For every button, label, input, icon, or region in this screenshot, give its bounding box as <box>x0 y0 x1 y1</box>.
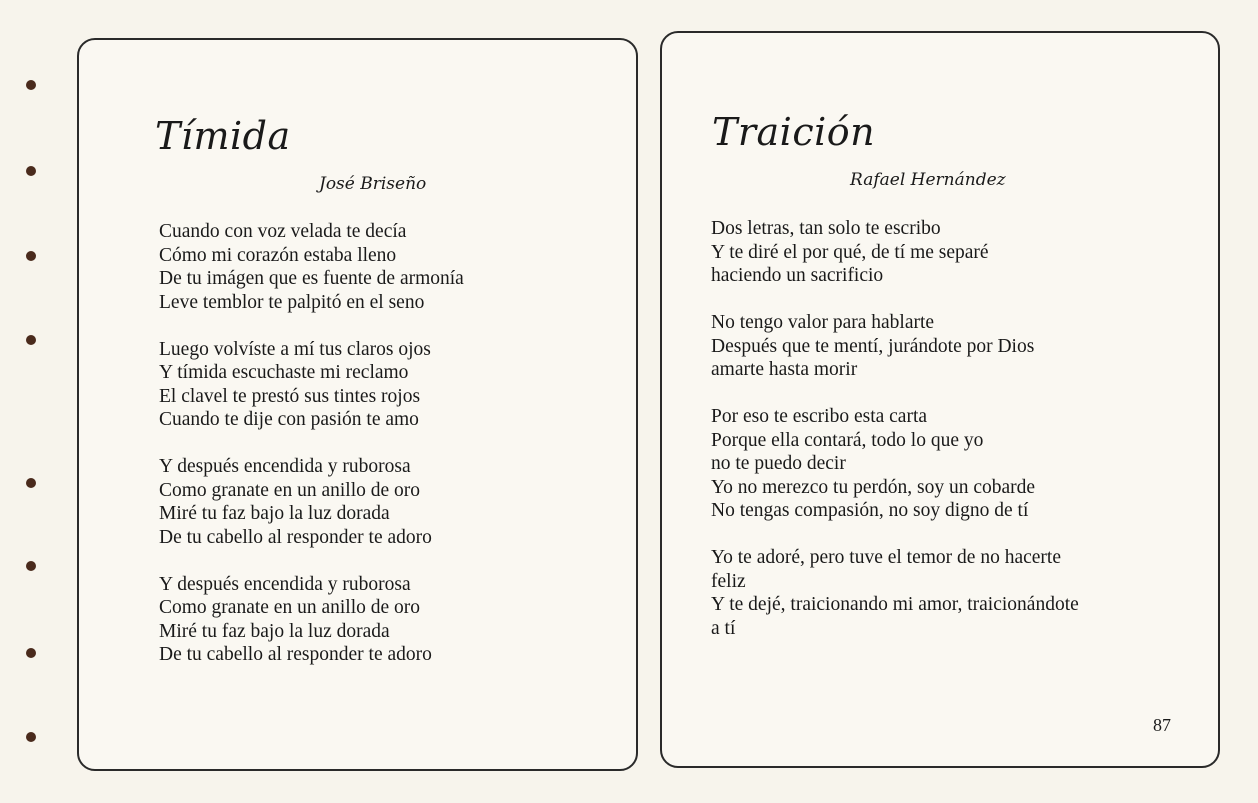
left-poem-author: José Briseño <box>319 174 427 194</box>
stanza <box>159 455 619 549</box>
binder-hole <box>26 251 36 261</box>
verse-line: Yo no merezco tu perdón, soy un cobarde <box>711 476 1036 498</box>
verse-line: De tu imágen que es fuente de armonía <box>159 268 464 289</box>
verse-line: De tu cabello al responder te adoro <box>159 644 432 665</box>
binder-hole <box>26 648 36 658</box>
verse-line: a tí <box>711 617 736 639</box>
binder-hole <box>26 561 36 571</box>
verse-line: Y tímida escuchaste mi reclamo <box>159 362 409 383</box>
left-poem-title: Tímida <box>155 114 291 158</box>
stanza <box>711 217 1181 288</box>
verse-line: No tengo valor para hablarte <box>711 312 935 333</box>
binder-hole <box>26 166 36 176</box>
right-poem-card <box>660 31 1220 768</box>
stanza <box>711 405 1181 523</box>
left-poem-card <box>77 38 638 771</box>
binder-hole <box>26 335 36 345</box>
binder-hole <box>26 80 36 90</box>
verse-line: Después que te mentí, jurándote por Dios <box>711 335 1035 357</box>
binder-holes <box>26 0 42 803</box>
verse-line: no te puedo decir <box>711 453 846 474</box>
binder-hole <box>26 478 36 488</box>
verse-line: Miré tu faz bajo la luz dorada <box>159 503 390 524</box>
verse-line: Yo te adoré, pero tuve el temor de no hacerte <box>711 547 1061 568</box>
stanza <box>159 338 619 432</box>
right-poem-title: Traición <box>712 110 876 154</box>
verse-line: feliz <box>711 570 746 592</box>
verse-line: De tu cabello al responder te adoro <box>159 526 432 548</box>
verse-line: Porque ella contará, todo lo que yo <box>711 429 984 451</box>
verse-line: Y después encendida y ruborosa <box>159 456 411 477</box>
verse-line: No tengas compasión, no soy digno de tí <box>711 500 1029 521</box>
stanza <box>159 573 619 667</box>
stanza <box>711 546 1181 640</box>
verse-line: Y te dejé, traicionando mi amor, traicionándote <box>711 594 1079 615</box>
verse-line: Y te diré el por qué, de tí me separé <box>711 241 989 263</box>
verse-line: Luego volvíste a mí tus claros ojos <box>159 338 431 360</box>
verse-line: Dos letras, tan solo te escribo <box>711 218 941 239</box>
stanza <box>159 220 619 314</box>
verse-line: Cómo mi corazón estaba lleno <box>159 244 397 266</box>
verse-line: Miré tu faz bajo la luz dorada <box>159 620 390 642</box>
verse-line: amarte hasta morir <box>711 359 858 380</box>
stanza <box>711 311 1181 382</box>
verse-line: Leve temblor te palpitó en el seno <box>159 291 425 313</box>
verse-line: Y después encendida y ruborosa <box>159 573 411 595</box>
binder-hole <box>26 732 36 742</box>
verse-line: Como granate en un anillo de oro <box>159 597 421 618</box>
page-number: 87 <box>1153 715 1171 735</box>
verse-line: Por eso te escribo esta carta <box>711 406 928 427</box>
verse-line: haciendo un sacrificio <box>711 265 884 286</box>
verse-line: Cuando con voz velada te decía <box>159 221 407 242</box>
verse-line: Como granate en un anillo de oro <box>159 479 421 501</box>
right-poem-body <box>711 217 1181 640</box>
left-poem-body <box>159 220 619 667</box>
verse-line: Cuando te dije con pasión te amo <box>159 409 419 430</box>
right-poem-author: Rafael Hernández <box>850 170 1006 190</box>
verse-line: El clavel te prestó sus tintes rojos <box>159 385 421 407</box>
